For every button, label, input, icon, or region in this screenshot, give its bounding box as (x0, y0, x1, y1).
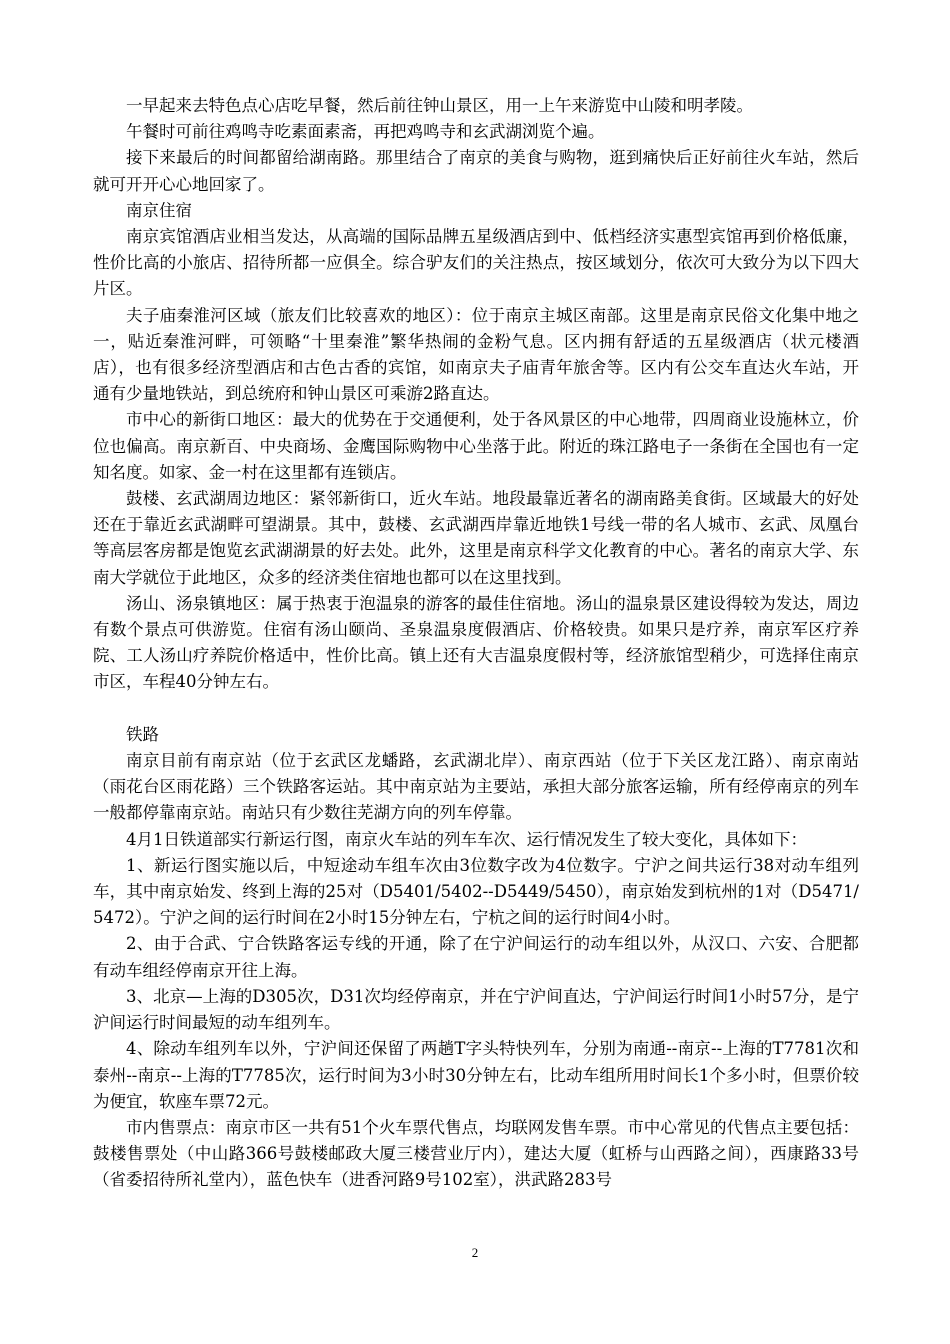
paragraph-itinerary-morning: 一早起来去特色点心店吃早餐，然后前往钟山景区，用一上午来游览中山陵和明孝陵。 (126, 96, 753, 115)
page-number: 2 (471, 1245, 479, 1260)
document-body (93, 93, 859, 1194)
paragraph-timetable-item-4: 4、除动车组列车以外，宁沪间还保留了两趟T字头特快列车，分别为南通--南京--上海的T7781次和泰州--南京--上海的T7785次，运行时间为3小时30分钟左右，比动车组所用时间长1个多小时，但票价较为便宜，软座车票72元。 (93, 1039, 859, 1111)
paragraph-railway-stations: 南京目前有南京站（位于玄武区龙蟠路，玄武湖北岸）、南京西站（位于下关区龙江路）、南京南站（雨花台区雨花路）三个铁路客运站。其中南京站为主要站，承担大部分旅客运输，所有经停南京的列车一般都停靠南京站。南站只有少数往芜湖方向的列车停靠。 (93, 751, 859, 823)
section-heading-railway: 铁路 (126, 724, 159, 744)
paragraph-timetable-item-1: 1、新运行图实施以后，中短途动车组车次由3位数字改为4位数字。宁沪之间共运行38对动车组列车，其中南京始发、终到上海的25对（D5401/5402--D5449/5450），南京始发到杭州的1对（D5471/5472）。宁沪之间的运行时间在2小时15分钟左右，宁杭之间的运行时间4小时。 (93, 855, 859, 928)
paragraph-timetable-item-3: 3、北京—上海的D305次，D31次均经停南京，并在宁沪间直达，宁沪间运行时间1小时57分，是宁沪间运行时间最短的动车组列车。 (93, 986, 859, 1033)
paragraph-timetable-item-2: 2、由于合武、宁合铁路客运专线的开通，除了在宁沪间运行的动车组以外，从汉口、六安、合肥都有动车组经停南京开往上海。 (93, 934, 859, 980)
paragraph-gulou-xuanwu-area: 鼓楼、玄武湖周边地区：紧邻新街口，近火车站。地段最靠近著名的湖南路美食街。区域最大的好处还在于靠近玄武湖畔可望湖景。其中，鼓楼、玄武湖西岸靠近地铁1号线一带的名人城市、玄武、凤凰台等高层客房都是饱览玄武湖湖景的好去处。此外，这里是南京科学文化教育的中心。著名的南京大学、东南大学就位于此地区，众多的经济类住宿地也都可以在这里找到。 (93, 489, 859, 587)
paragraph-xinjiekou-area: 市中心的新街口地区：最大的优势在于交通便利，处于各风景区的中心地带，四周商业设施林立，价位也偏高。南京新百、中央商场、金鹰国际购物中心坐落于此。附近的珠江路电子一条街在全国也有一定知名度。如家、金一村在这里都有连锁店。 (93, 410, 859, 482)
paragraph-new-timetable: 4月1日铁道部实行新运行图，南京火车站的列车车次、运行情况发生了较大变化，具体如下： (126, 829, 807, 849)
section-heading-accommodation: 南京住宿 (126, 200, 192, 220)
blank-line (93, 696, 859, 722)
paragraph-ticket-offices: 市内售票点：南京市区一共有51个火车票代售点，均联网发售车票。市中心常见的代售点主要包括：鼓楼售票处（中山路366号鼓楼邮政大厦三楼营业厅内），建达大厦（虹桥与山西路之间），西康路33号（省委招待所礼堂内），蓝色快车（进香河路9号102室），洪武路283号 (93, 1117, 859, 1190)
paragraph-tangshan-area: 汤山、汤泉镇地区：属于热衷于泡温泉的游客的最佳住宿地。汤山的温泉景区建设得较为发达，周边有数个景点可供游览。住宿有汤山颐尚、圣泉温泉度假酒店、价格较贵。如果只是疗养，南京军区疗养院、工人汤山疗养院价格适中，性价比高。镇上还有大吉温泉度假村等，经济旅馆型稍少，可选择住南京市区，车程40分钟左右。 (93, 593, 859, 692)
paragraph-fuzimiao-area: 夫子庙秦淮河区域（旅友们比较喜欢的地区）：位于南京主城区南部。这里是南京民俗文化集中地之一，贴近秦淮河畔，可领略“十里秦淮”繁华热闹的金粉气息。区内拥有舒适的五星级酒店（状元楼酒店），也有很多经济型酒店和古色古香的宾馆，如南京夫子庙青年旅舍等。区内有公交车直达火车站，开通有少量地铁站，到总统府和钟山景区可乘游2路直达。 (93, 305, 859, 404)
paragraph-itinerary-lunch: 午餐时可前往鸡鸣寺吃素面素斋，再把鸡鸣寺和玄武湖浏览个遍。 (126, 122, 605, 142)
paragraph-itinerary-evening: 接下来最后的时间都留给湖南路。那里结合了南京的美食与购物，逛到痛快后正好前往火车站，然后就可开开心心地回家了。 (93, 148, 859, 194)
paragraph-accommodation-intro: 南京宾馆酒店业相当发达，从高端的国际品牌五星级酒店到中、低档经济实惠型宾馆再到价格低廉，性价比高的小旅店、招待所都一应俱全。综合驴友们的关注热点，按区域划分，依次可大致分为以下四大片区。 (93, 227, 859, 299)
